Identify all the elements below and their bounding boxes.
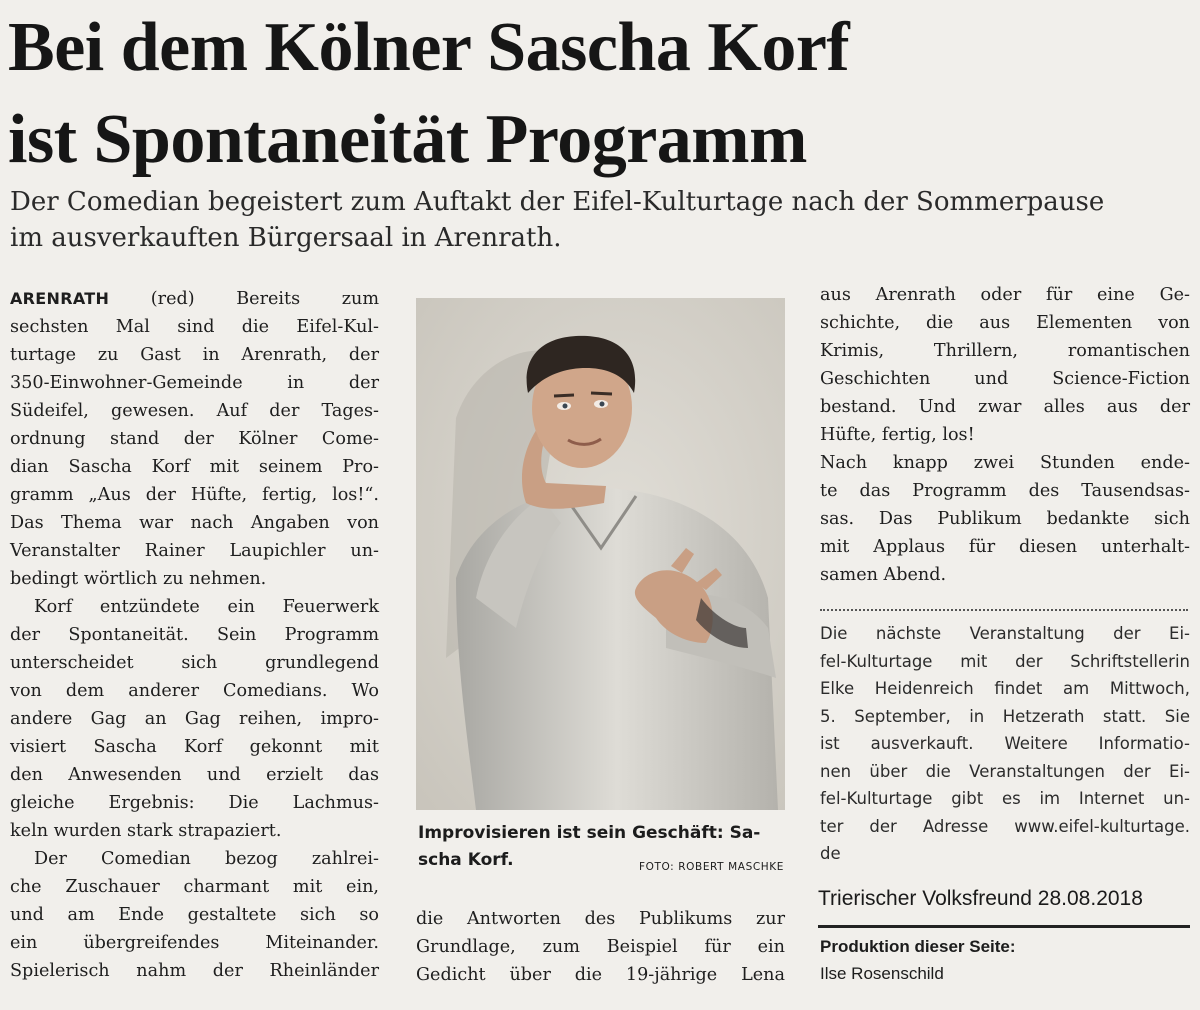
article-line: visiert Sascha Korf gekonnt mit: [10, 737, 379, 757]
headline-line-2: ist Spontaneität Programm: [8, 101, 807, 178]
info-line: fel-Kulturtage gibt es im Internet un-: [820, 789, 1190, 808]
article-line: dian Sascha Korf mit seinem Pro-: [10, 457, 379, 477]
article-line: 350-Einwohner-Gemeinde in der: [10, 373, 379, 393]
caption-line-2: scha Korf.: [418, 850, 514, 870]
article-line: Korf entzündete ein Feuerwerk: [34, 597, 379, 617]
info-line: Elke Heidenreich findet am Mittwoch,: [820, 679, 1190, 698]
article-line: Veranstalter Rainer Laupichler un-: [10, 541, 379, 561]
headline-line-1: Bei dem Kölner Sascha Korf: [8, 9, 850, 86]
article-column-2: [416, 905, 785, 989]
photo-credit: FOTO: ROBERT MASCHKE: [638, 861, 784, 873]
article-line: unterscheidet sich grundlegend: [10, 653, 379, 673]
info-line: ter der Adresse www.eifel-kulturtage.: [820, 816, 1190, 836]
info-line: 5. September, in Hetzerath statt. Sie: [820, 706, 1190, 726]
subheadline: [10, 184, 1190, 256]
photo-sascha-korf: [416, 298, 785, 810]
article-line: Südeifel, gewesen. Auf der Tages-: [10, 401, 379, 421]
headline: [8, 2, 1008, 186]
info-line: ist ausverkauft. Weitere Informatio-: [820, 734, 1190, 753]
article-line: te das Programm des Tausendsas-: [820, 481, 1190, 501]
article-line: turtage zu Gast in Arenrath, der: [10, 345, 379, 365]
article-line: den Anwesenden und erzielt das: [10, 765, 379, 785]
production-name: Ilse Rosenschild: [820, 964, 944, 983]
article-line: ordnung stand der Kölner Come-: [10, 429, 379, 449]
info-line: Die nächste Veranstaltung der Ei-: [820, 624, 1190, 643]
article-line: Nach knapp zwei Stunden ende-: [820, 453, 1190, 473]
article-column-3: [820, 281, 1190, 589]
article-line: gleiche Ergebnis: Die Lachmus-: [10, 793, 379, 813]
article-line: che Zuschauer charmant mit ein,: [10, 877, 379, 897]
info-line: de: [820, 844, 841, 863]
article-line: Der Comedian bezog zahlrei-: [34, 849, 379, 869]
article-line: und am Ende gestaltete sich so: [10, 905, 379, 925]
article-line: keln wurden stark strapaziert.: [10, 821, 282, 841]
source-citation: Trierischer Volksfreund 28.08.2018: [818, 887, 1143, 910]
article-line: andere Gag an Gag reihen, impro-: [10, 709, 379, 729]
photo-caption: [418, 820, 786, 874]
article-line: Spielerisch nahm der Rheinländer: [10, 961, 379, 981]
article-line: der Spontaneität. Sein Programm: [10, 625, 379, 645]
article-line: sas. Das Publikum bedankte sich: [820, 509, 1190, 529]
article-line: [10, 285, 379, 313]
article-line: Grundlage, zum Beispiel für ein: [416, 937, 785, 957]
article-line: Geschichten und Science-Fiction: [820, 369, 1190, 389]
event-info-box: [820, 620, 1190, 868]
article-line: aus Arenrath oder für eine Ge-: [820, 285, 1190, 305]
article-line: sechsten Mal sind die Eifel-Kul-: [10, 317, 379, 337]
article-line: ein übergreifendes Miteinander.: [10, 933, 379, 953]
article-line: Das Thema war nach Angaben von: [10, 513, 379, 533]
article-line: Gedicht über die 19-jährige Lena: [416, 965, 785, 985]
article-line: Krimis, Thrillern, romantischen: [820, 341, 1190, 361]
article-line: bedingt wörtlich zu nehmen.: [10, 569, 267, 589]
article-line: gramm „Aus der Hüfte, fertig, los!“.: [10, 485, 379, 505]
subheadline-line-1: Der Comedian begeistert zum Auftakt der Eifel-Kulturtage nach der Sommerpause: [10, 187, 1105, 217]
article-line: von dem anderer Comedians. Wo: [10, 681, 379, 701]
dateline: ARENRATH: [10, 289, 110, 308]
article-line: samen Abend.: [820, 565, 947, 585]
dotted-divider: [820, 609, 1188, 611]
article-line: die Antworten des Publikums zur: [416, 909, 785, 929]
production-title: Produktion dieser Seite:: [820, 937, 1016, 956]
article-line-text: (red) Bereits zum: [109, 289, 379, 309]
article-line: bestand. Und zwar alles aus der: [820, 397, 1190, 417]
subheadline-line-2: im ausverkauften Bürgersaal in Arenrath.: [10, 223, 562, 253]
info-line: nen über die Veranstaltungen der Ei-: [820, 761, 1190, 781]
caption-line-1: Improvisieren ist sein Geschäft: Sa-: [418, 823, 761, 843]
article-column-1: [10, 285, 379, 985]
info-line: fel-Kulturtage mit der Schriftstellerin: [820, 651, 1190, 671]
comedian-photo-image: [416, 298, 785, 810]
article-line: schichte, die aus Elementen von: [820, 313, 1190, 333]
horizontal-rule: [818, 925, 1190, 928]
article-line: mit Applaus für diesen unterhalt-: [820, 537, 1190, 557]
article-line: Hüfte, fertig, los!: [820, 425, 975, 445]
